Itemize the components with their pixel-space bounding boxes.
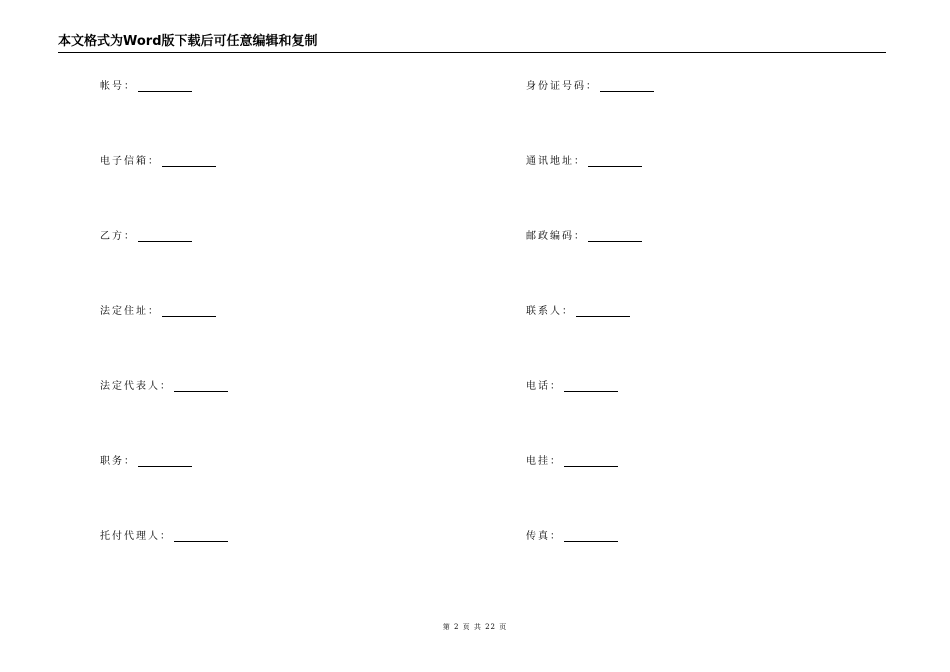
field-account [100, 79, 192, 93]
field-postal-code [526, 229, 642, 243]
field-mailing-address [526, 154, 642, 168]
fill-blank-line [138, 91, 192, 92]
field-label: 电挂： [526, 456, 562, 467]
field-label: 帐号： [100, 81, 136, 92]
field-label: 乙方： [100, 231, 136, 242]
field-label: 法定代表人： [100, 381, 172, 392]
field-label: 身份证号码： [526, 81, 598, 92]
field-legal-address [100, 304, 216, 318]
fill-blank-line [174, 541, 228, 542]
field-label: 法定住址： [100, 306, 160, 317]
header-title: 本文格式为Word版下载后可任意编辑和复制 [58, 34, 318, 49]
field-id-number [526, 79, 654, 93]
fill-blank-line [162, 166, 216, 167]
field-label: 传真： [526, 531, 562, 542]
fill-blank-line [600, 91, 654, 92]
field-telegraph [526, 454, 618, 468]
field-label: 职务： [100, 456, 136, 467]
fill-blank-line [564, 466, 618, 467]
field-label: 电话： [526, 381, 562, 392]
fill-blank-line [174, 391, 228, 392]
fill-blank-line [564, 541, 618, 542]
fill-blank-line [162, 316, 216, 317]
fill-blank-line [588, 166, 642, 167]
field-agent [100, 529, 228, 543]
field-label: 托付代理人： [100, 531, 172, 542]
field-party-b [100, 229, 192, 243]
field-label: 邮政编码： [526, 231, 586, 242]
fill-blank-line [576, 316, 630, 317]
fill-blank-line [138, 466, 192, 467]
fill-blank-line [588, 241, 642, 242]
field-contact-person [526, 304, 630, 318]
field-label: 通讯地址： [526, 156, 586, 167]
field-legal-representative [100, 379, 228, 393]
field-position [100, 454, 192, 468]
fill-blank-line [138, 241, 192, 242]
field-label: 联系人： [526, 306, 574, 317]
fill-blank-line [564, 391, 618, 392]
field-fax [526, 529, 618, 543]
field-email [100, 154, 216, 168]
page-number: 第 2 页 共 22 页 [442, 623, 508, 631]
field-label: 电子信箱： [100, 156, 160, 167]
field-phone [526, 379, 618, 393]
page-header [58, 34, 886, 53]
